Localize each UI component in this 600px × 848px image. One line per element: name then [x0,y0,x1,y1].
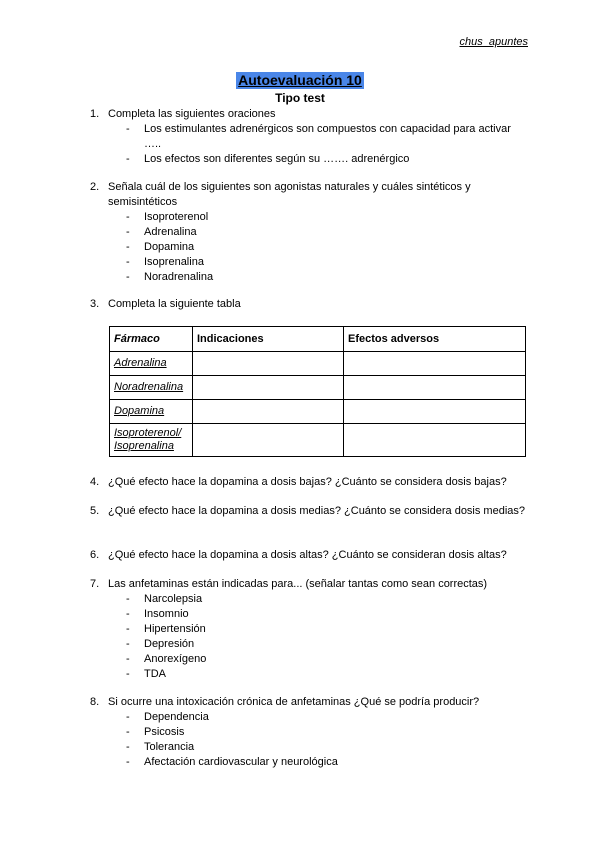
question-number: 7. [90,578,100,590]
question-8 [90,695,530,770]
option-list [90,122,530,167]
table-cell-drug: Noradrenalina [110,376,193,400]
question-6 [90,548,530,563]
table-cell-empty[interactable] [344,400,526,424]
table-cell-empty[interactable] [193,424,344,457]
question-text: ¿Qué efecto hace la dopamina a dosis medias? ¿Cuánto se considera dosis medias? [108,505,526,517]
question-7 [90,577,530,682]
table-cell-drug: Dopamina [110,400,193,424]
question-text: ¿Qué efecto hace la dopamina a dosis bajas? ¿Cuánto se considera dosis bajas? [108,476,507,488]
page-subtitle: Tipo test [275,91,325,105]
question-4 [90,475,530,490]
title-wrap [0,72,600,89]
list-item: - Noradrenalina [126,271,214,283]
question-number: 1. [90,108,100,120]
table-row [110,424,526,457]
table-cell-drug: Adrenalina [110,352,193,376]
question-text: Las anfetaminas están indicadas para... (señalar tantas como sean correctas) [108,578,488,590]
question-number: 8. [90,696,100,708]
table-cell-empty[interactable] [193,400,344,424]
table-cell-empty[interactable] [344,424,526,457]
question-number: 4. [90,476,100,488]
question-text: Completa las siguientes oraciones [108,108,276,120]
question-text: Señala cuál de los siguientes son agonistas naturales y cuáles sintéticos y semisintéticos [108,181,471,208]
option-list [90,210,530,285]
list-item: - Tolerancia [126,741,195,753]
list-item: - Hipertensión [126,623,206,635]
question-1 [90,107,530,167]
option-list [90,710,530,770]
table-cell-empty[interactable] [193,352,344,376]
list-item: - Afectación cardiovascular y neurológica [126,756,338,768]
list-item: - Anorexígeno [126,653,207,665]
question-5 [90,504,530,519]
list-item: - Insomnio [126,608,189,620]
author-label: chus_apuntes [459,36,528,48]
list-item: - Dopamina [126,241,195,253]
table-cell-empty[interactable] [193,376,344,400]
question-text: ¿Qué efecto hace la dopamina a dosis altas? ¿Cuánto se consideran dosis altas? [108,549,507,561]
list-item: - Narcolepsia [126,593,203,605]
list-item: - Adrenalina [126,226,197,238]
table-cell-empty[interactable] [344,376,526,400]
list-item: - Dependencia [126,711,209,723]
table-header: Efectos adversos [344,327,526,352]
question-2 [90,180,530,285]
list-item: - Isoproterenol [126,211,209,223]
question-text: Completa la siguiente tabla [108,298,241,310]
table-row [110,376,526,400]
list-item: - Psicosis [126,726,185,738]
table-row [110,352,526,376]
list-item: - Isoprenalina [126,256,204,268]
page-title: Autoevaluación 10 [238,72,362,88]
question-number: 6. [90,549,100,561]
list-item: - Los estimulantes adrenérgicos son compuestos con capacidad para activar ….. [126,123,511,150]
table-header: Fármaco [110,327,193,352]
list-item: - TDA [126,668,166,680]
question-3 [90,297,530,312]
option-list [90,592,530,682]
question-number: 2. [90,181,100,193]
drug-table [109,326,526,457]
list-item: - Depresión [126,638,195,650]
table-header: Indicaciones [193,327,344,352]
table-row [110,400,526,424]
question-text: Si ocurre una intoxicación crónica de anfetaminas ¿Qué se podría producir? [108,696,480,708]
question-number: 3. [90,298,100,310]
list-item: - Los efectos son diferentes según su ……. adrenérgico [126,153,410,165]
table-cell-empty[interactable] [344,352,526,376]
table-cell-drug: Isoproterenol/ Isoprenalina [110,424,193,457]
table-header-row [110,327,526,352]
question-number: 5. [90,505,100,517]
